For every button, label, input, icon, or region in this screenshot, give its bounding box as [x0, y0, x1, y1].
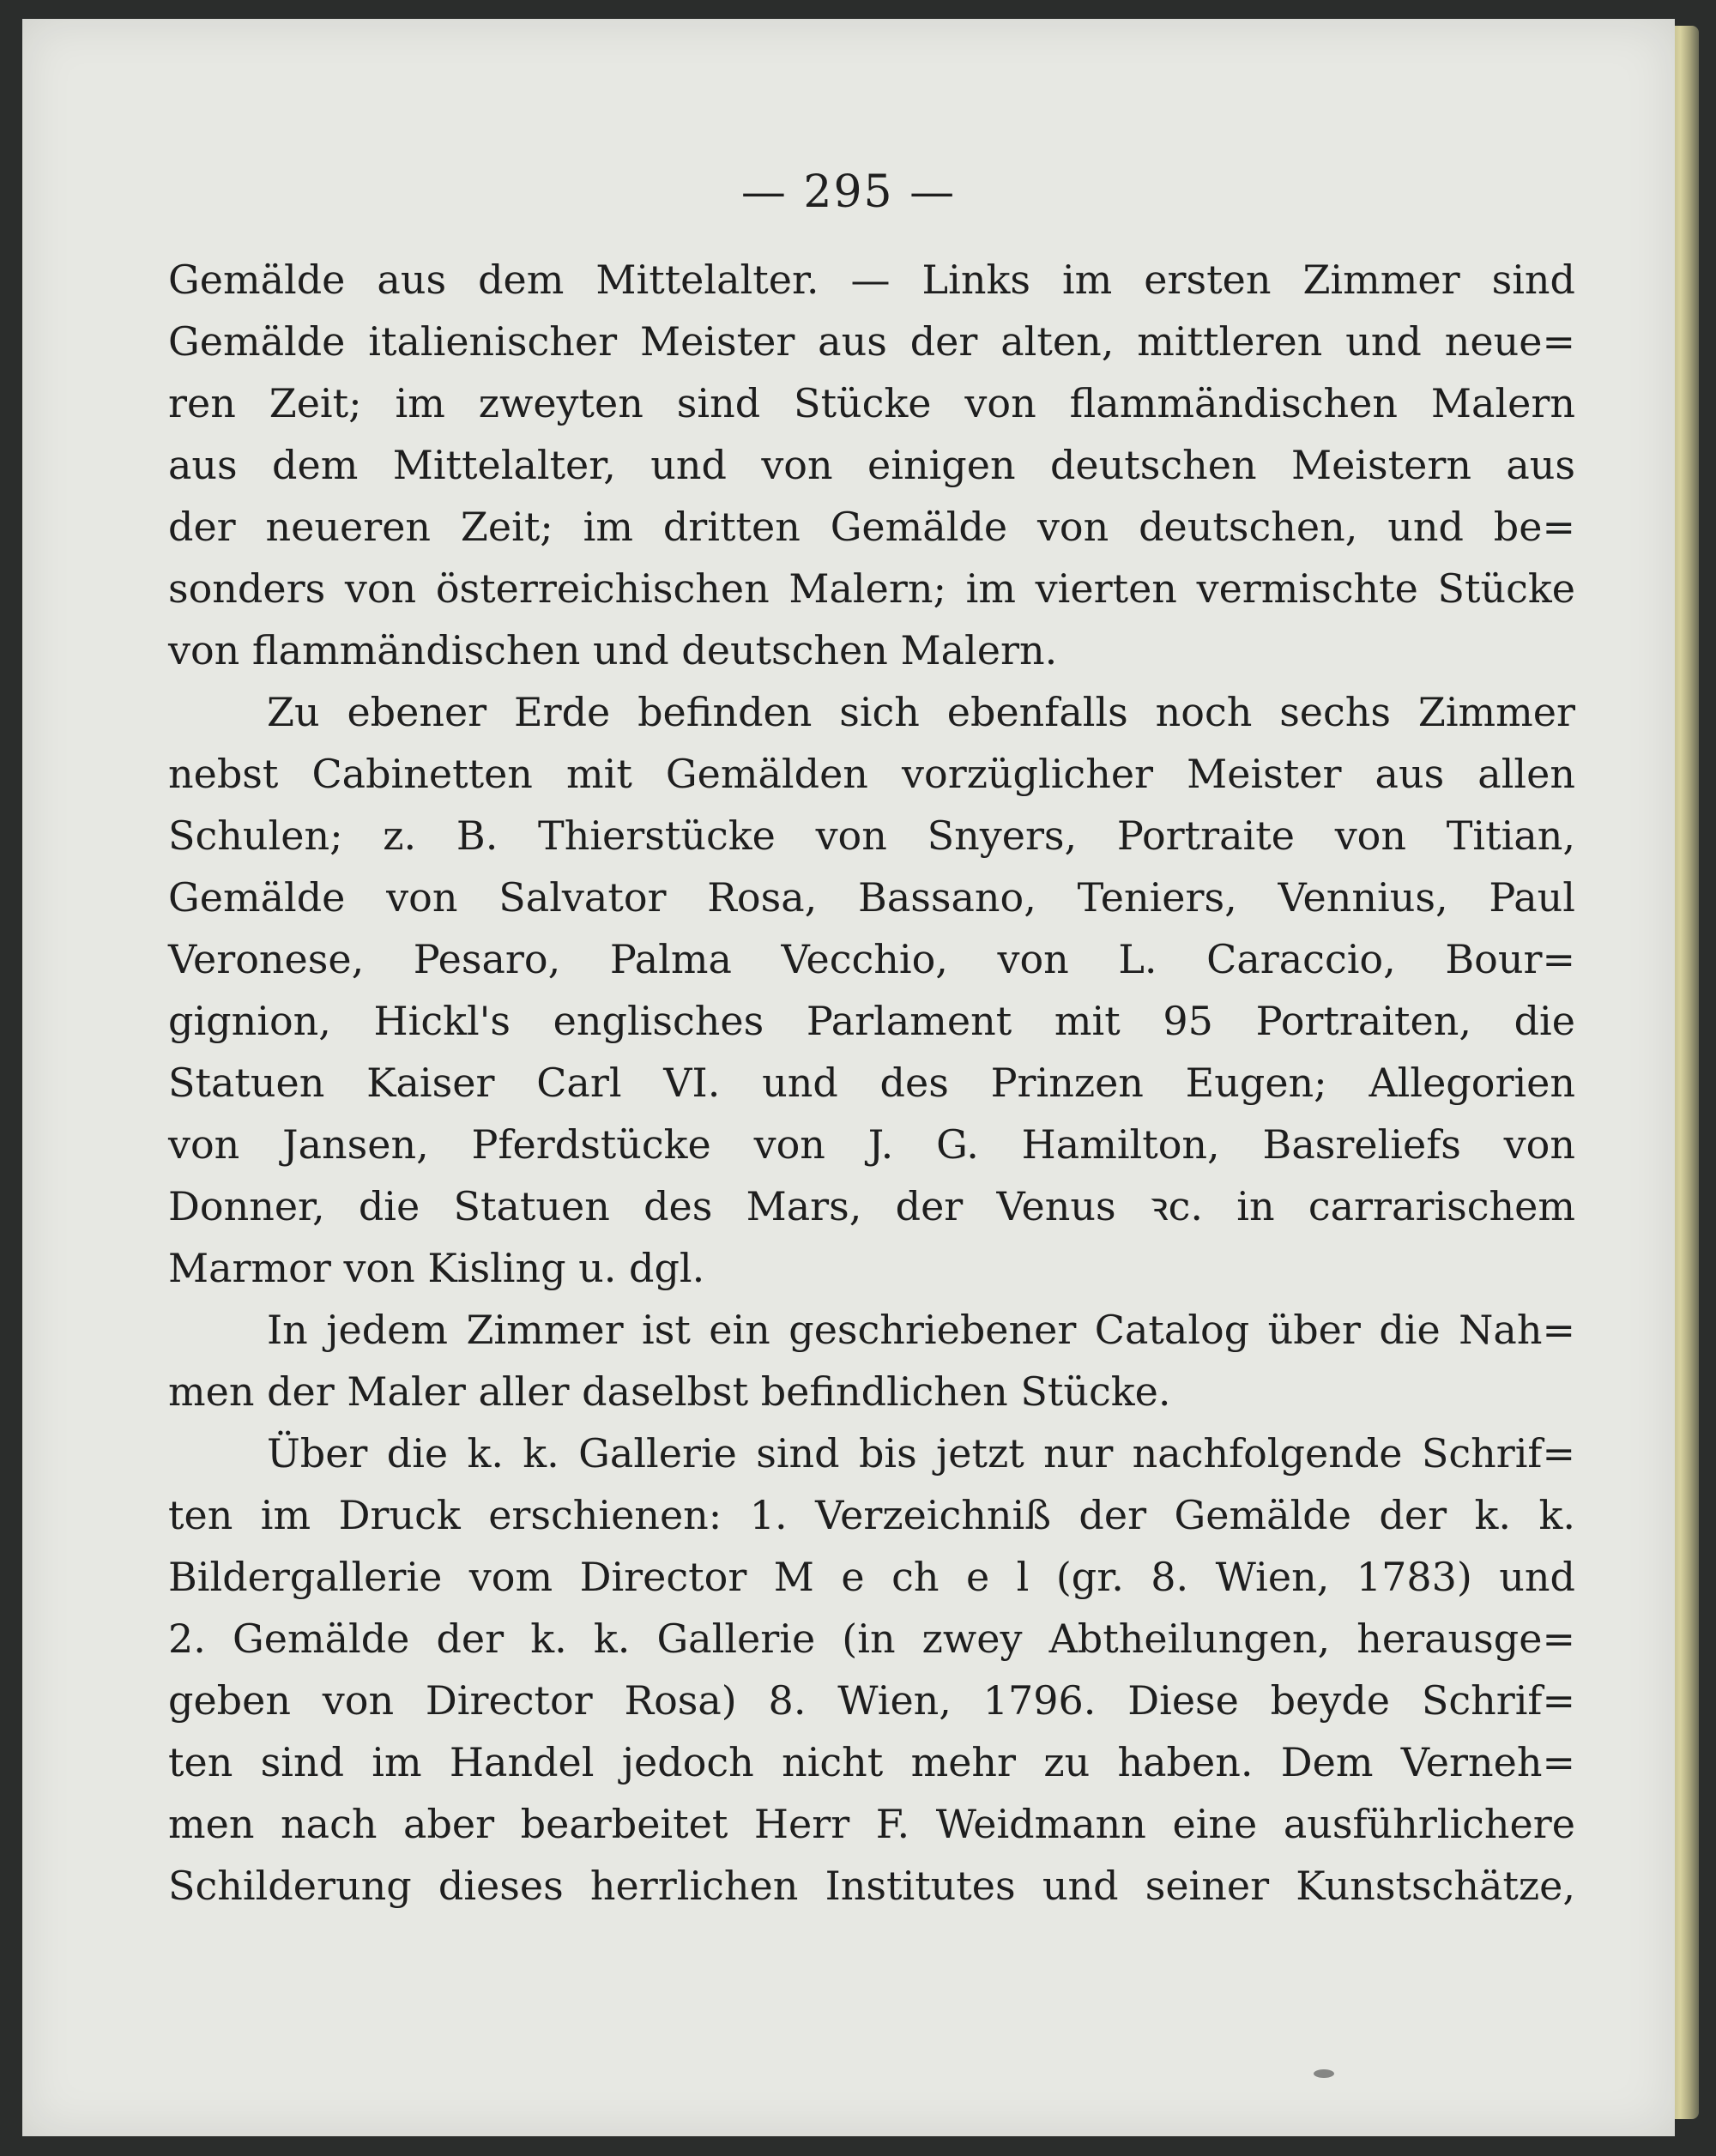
- text-line: Bildergallerie vom Director M e ch e l (gr. 8. Wien, 1783) und: [168, 1554, 1575, 1600]
- page-sheet: [22, 19, 1675, 2136]
- text-line: 2. Gemälde der k. k. Gallerie (in zwey Abtheilungen, herausge=: [168, 1615, 1575, 1662]
- paragraph-3: [168, 1299, 1575, 1422]
- text-line: von Jansen, Pferdstücke von J. G. Hamilton, Basreliefs von: [168, 1121, 1575, 1168]
- text-line: Schulen; z. B. Thierstücke von Snyers, Portraite von Titian,: [168, 812, 1575, 859]
- ink-smudge: [1314, 2069, 1334, 2078]
- text-line: ten im Druck erschienen: 1. Verzeichniß der Gemälde der k. k.: [168, 1492, 1575, 1538]
- paragraph-1: [168, 249, 1575, 681]
- text-line: nebst Cabinetten mit Gemälden vorzüglicher Meister aus allen: [168, 751, 1575, 797]
- text-line: men nach aber bearbeitet Herr F. Weidmann eine ausführlichere: [168, 1801, 1575, 1847]
- text-line: men der Maler aller daselbst befindlichen Stücke.: [168, 1368, 1171, 1415]
- text-line: aus dem Mittelalter, und von einigen deutschen Meistern aus: [168, 442, 1575, 488]
- text-line: sonders von österreichischen Malern; im vierten vermischte Stücke: [168, 565, 1575, 612]
- text-line: ten sind im Handel jedoch nicht mehr zu haben. Dem Verneh=: [168, 1739, 1575, 1785]
- paragraph-4: [168, 1422, 1575, 1917]
- text-line: Über die k. k. Gallerie sind bis jetzt nur nachfolgende Schrif=: [267, 1430, 1575, 1477]
- text-line: von flammändischen und deutschen Malern.: [168, 627, 1058, 673]
- text-line: ren Zeit; im zweyten sind Stücke von flammändischen Malern: [168, 380, 1575, 426]
- text-line: geben von Director Rosa) 8. Wien, 1796. Diese beyde Schrif=: [168, 1677, 1575, 1724]
- text-line: Statuen Kaiser Carl VI. und des Prinzen Eugen; Allegorien: [168, 1060, 1575, 1106]
- text-line: Marmor von Kisling u. dgl.: [168, 1245, 705, 1291]
- body-text: [168, 249, 1575, 1917]
- text-line: Schilderung dieses herrlichen Institutes und seiner Kunstschätze,: [168, 1863, 1575, 1909]
- text-line: Gemälde von Salvator Rosa, Bassano, Teniers, Vennius, Paul: [168, 874, 1575, 921]
- text-line: gignion, Hickl's englisches Parlament mit 95 Portraiten, die: [168, 998, 1575, 1044]
- text-line: der neueren Zeit; im dritten Gemälde von deutschen, und be=: [168, 504, 1575, 550]
- text-line: Veronese, Pesaro, Palma Vecchio, von L. Caraccio, Bour=: [168, 936, 1575, 982]
- page-number: — 295 —: [740, 166, 957, 218]
- text-line: Zu ebener Erde befinden sich ebenfalls noch sechs Zimmer: [267, 689, 1575, 735]
- paragraph-2: [168, 681, 1575, 1299]
- text-line: Gemälde aus dem Mittelalter. — Links im ersten Zimmer sind: [168, 257, 1575, 303]
- text-line: In jedem Zimmer ist ein geschriebener Catalog über die Nah=: [267, 1307, 1575, 1353]
- text-line: Gemälde italienischer Meister aus der alten, mittleren und neue=: [168, 318, 1575, 365]
- text-line: Donner, die Statuen des Mars, der Venus ꝛc. in carrarischem: [168, 1183, 1575, 1229]
